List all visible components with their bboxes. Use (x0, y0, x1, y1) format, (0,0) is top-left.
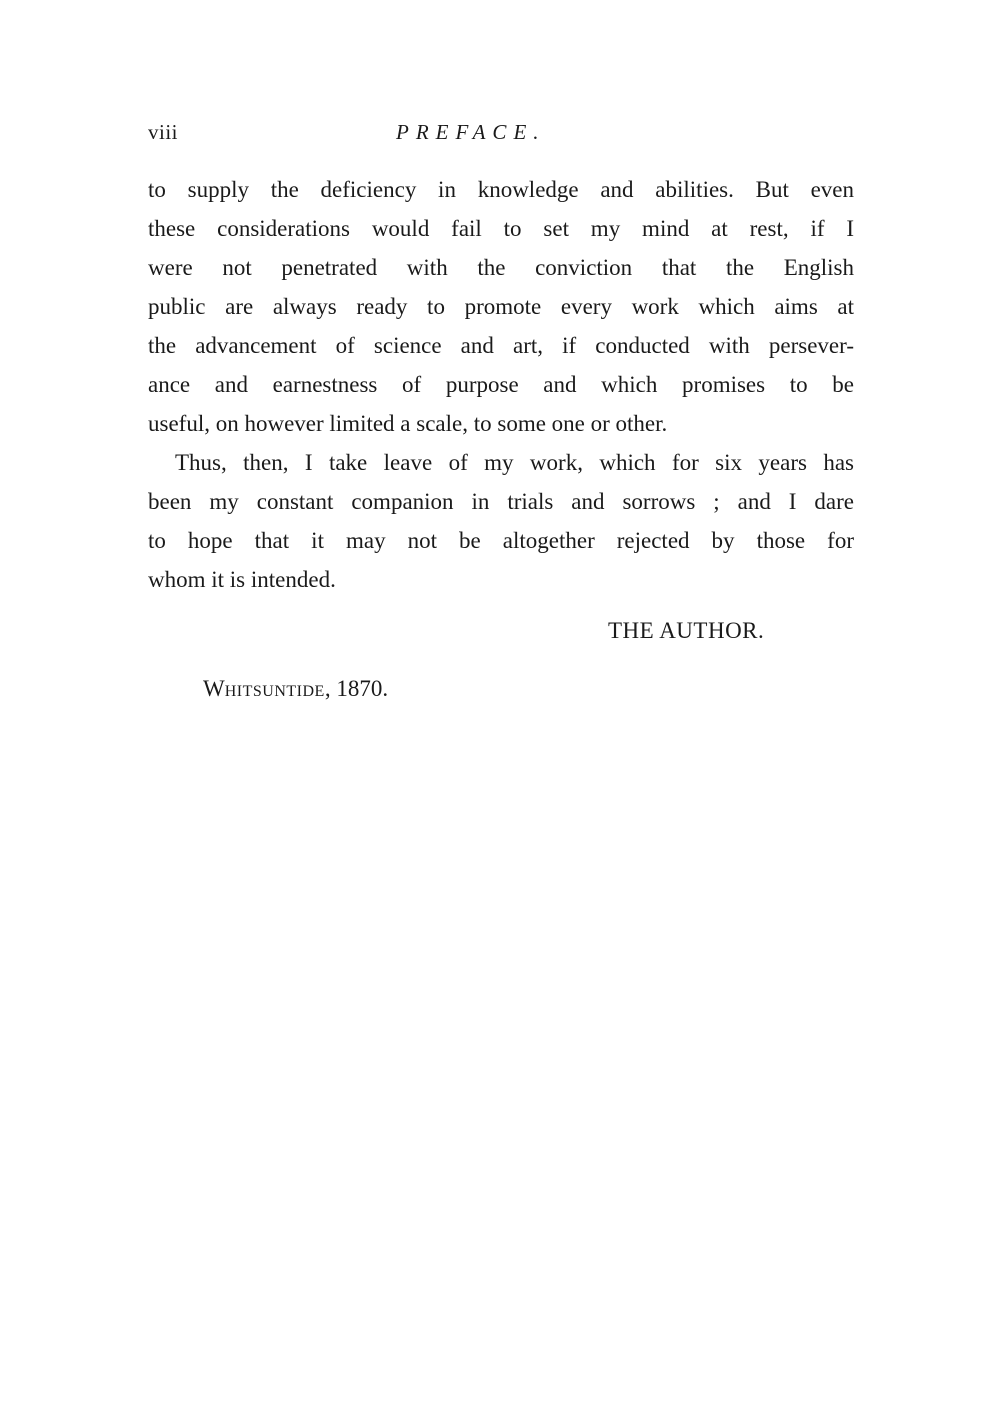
dateline-year: , 1870. (324, 676, 389, 701)
running-head (148, 120, 854, 150)
running-title: PREFACE. (396, 120, 546, 144)
dateline-smallcaps: HITSUNTIDE (224, 683, 325, 700)
text-line: these considerations would fail to set my mind at rest, if I (148, 216, 854, 241)
text-line: the advancement of science and art, if conducted with persever- (148, 333, 854, 358)
text-line: public are always ready to promote every work which aims at (148, 294, 854, 319)
text-line: been my constant companion in trials and sorrows ; and I dare (148, 489, 854, 514)
text-line: Thus, then, I take leave of my work, which for six years has (175, 450, 854, 475)
dateline (203, 676, 388, 702)
text-line: were not penetrated with the conviction that the English (148, 255, 854, 280)
text-line: useful, on however limited a scale, to some one or other. (148, 411, 668, 436)
text-line: to supply the deficiency in knowledge and abilities. But even (148, 177, 854, 202)
text-line: whom it is intended. (148, 567, 336, 592)
paragraph-1 (148, 170, 854, 443)
text-line: ance and earnestness of purpose and which promises to be (148, 372, 854, 397)
author-signature: THE AUTHOR. (608, 618, 765, 643)
page-number: viii (148, 120, 179, 144)
paragraph-2 (148, 443, 854, 599)
body-text (148, 170, 854, 599)
text-line: to hope that it may not be altogether rejected by those for (148, 528, 854, 553)
dateline-initial: W (203, 676, 225, 701)
